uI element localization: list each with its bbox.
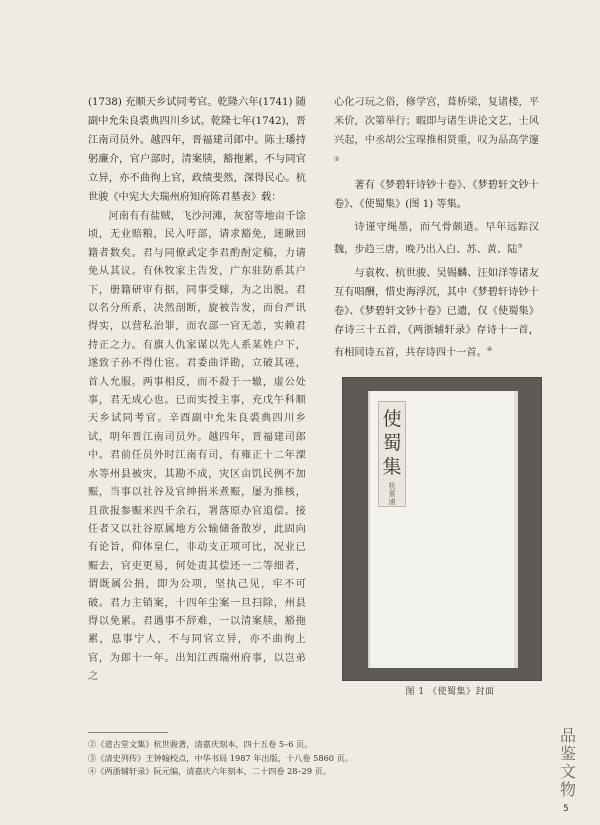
inscription-char-3: 浦 <box>388 498 396 506</box>
title-char-3: 集 <box>382 456 402 478</box>
book-cover <box>368 391 518 668</box>
works-paragraph: 著有《梦碧轩诗钞十卷》、《梦碧轩文钞十卷》、《使蜀集》(图 1) 等集。 <box>334 180 539 211</box>
title-char-2: 蜀 <box>382 432 402 454</box>
seal-char-2: 鉴 <box>559 744 576 763</box>
final-paragraph-text: 与袁枚、杭世骏、吴锡麟、汪如洋等诸友互有唱酬，惜史海浮沉，其中《梦碧轩诗钞十卷》、《梦碧轩文钞十卷》已遗，仅《使蜀集》存诗三十五首，《两浙辅轩录》存诗十一首，有相同诗五首，共存诗四十一首。 <box>334 267 539 359</box>
seal-char-4: 物 <box>559 780 576 799</box>
right-column <box>334 93 539 362</box>
footnote-4: ④《两浙辅轩录》阮元编，清嘉庆六年刻本，二十四卷 28–29 页。 <box>88 766 332 777</box>
figure-caption: 图 1 《使蜀集》封面 <box>405 687 495 697</box>
figure-image <box>343 378 541 680</box>
epitaph-quote-continued <box>334 93 539 172</box>
calligraphy-seal <box>557 727 579 799</box>
title-char-1: 使 <box>382 408 402 430</box>
left-column <box>88 93 306 687</box>
poem-quote-text: 诗谨守绳墨，而气骨颇遒。早年远踪汉魏，步趋三唐，晚乃出入白、苏、黄、陆 <box>334 222 539 256</box>
seal-char-1: 品 <box>559 726 576 745</box>
footnotes <box>88 738 438 779</box>
inscription-char-2: 堇 <box>388 490 396 498</box>
footnote-marker-2: ② <box>334 156 340 163</box>
intro-paragraph: (1738) 充顺天乡试同考官。乾隆六年(1741) 随副中允朱良裘典四川乡试。乾隆七年(1742)，晋江南司员外。越四年，晋福建司郎中。陈士璠持躬廉介，官户部时，清案牍，豁拖累，不与同官立异，亦不曲徇上官，政绩斐然，深得民心。杭世骏《中宪大夫瑞州府知府陈君墓表》载： <box>88 97 306 203</box>
footnote-marker-4: ④ <box>486 345 493 353</box>
final-paragraph <box>334 264 539 362</box>
title-slip <box>378 401 406 507</box>
footnote-3: ③《清史列传》王钟翰校点，中华书局 1987 年出版，十八卷 5860 页。 <box>88 752 353 763</box>
inscription-char-1: 杭 <box>388 482 396 490</box>
seal-char-3: 文 <box>559 762 576 781</box>
epitaph-quote: 河南有有盐贼，飞沙河滩，灰窑等地亩千馀顷，无业赔粮，民入吁部，请求豁免，迷瞅回籍者数矣。君与同僚武定李君酌酎定稿，力请免从其议。有休牧家主告发，广东驻防系其户下，册籍研审有据，同事受赇，为之出脱。君以名分所系，决然剖断，旋被告发，而台严讯得实，以营私治罪，而农部一官无恙，实赖君持正之力。有旗人仇家谋以先人系某姓户下，遂致子孙不得仕宦。君委曲详勘，立破其诬，首人允服。两事相反，而不殺于一辙，虚公处事，君无成心也。已而实授主事，充戊午科顺天乡试同考官。辛酉副中允朱良裘典四川乡试，明年晋江南司员外。越四年，晋福建司郎中。君前任员外时江南有司，有雍正十二年溧水等州县被灾，其勘不成，灾区亩饥民例不加赈，当事以社谷及官绅捐米煮赈，屡为推核，且欲报参赈米四千余石，署落原办官追偿。接任者又以社谷原属地方公输储备散岁，此固向有论旨，仰体皇仁，非动支正项可比，况业已赈去，官吏更易，何处责其偿还一二等细者，谓既属公捐，即为公项，坚执己见，牢不可破。君力主销案，十四年尘案一旦扫除，州县得以免累。君遇事不辞难，一以清案牍，豁拖累，息事宁人，不与同官立异，亦不曲徇上官，为郎十一年。出知江西瑞州府事，以岂弟之 <box>88 211 306 683</box>
footnote-2: ②《道古堂文集》杭世骏著，清嘉庆刻本，四十五卷 5–6 页。 <box>88 739 313 749</box>
poem-quote <box>334 218 539 259</box>
page-number: 5 <box>563 804 569 814</box>
book-edge <box>514 391 518 668</box>
quote-continued-text: 心化刁玩之俗，修学宫，葺桥梁，复诸楼，平米价，次第举行；暇即与诸生讲论文艺，士风兴起，中丞胡公宝瑔推相贤重，叹为品高学邃 <box>334 97 539 146</box>
footnote-divider <box>88 732 168 733</box>
footnote-marker-3: ③ <box>517 243 523 251</box>
